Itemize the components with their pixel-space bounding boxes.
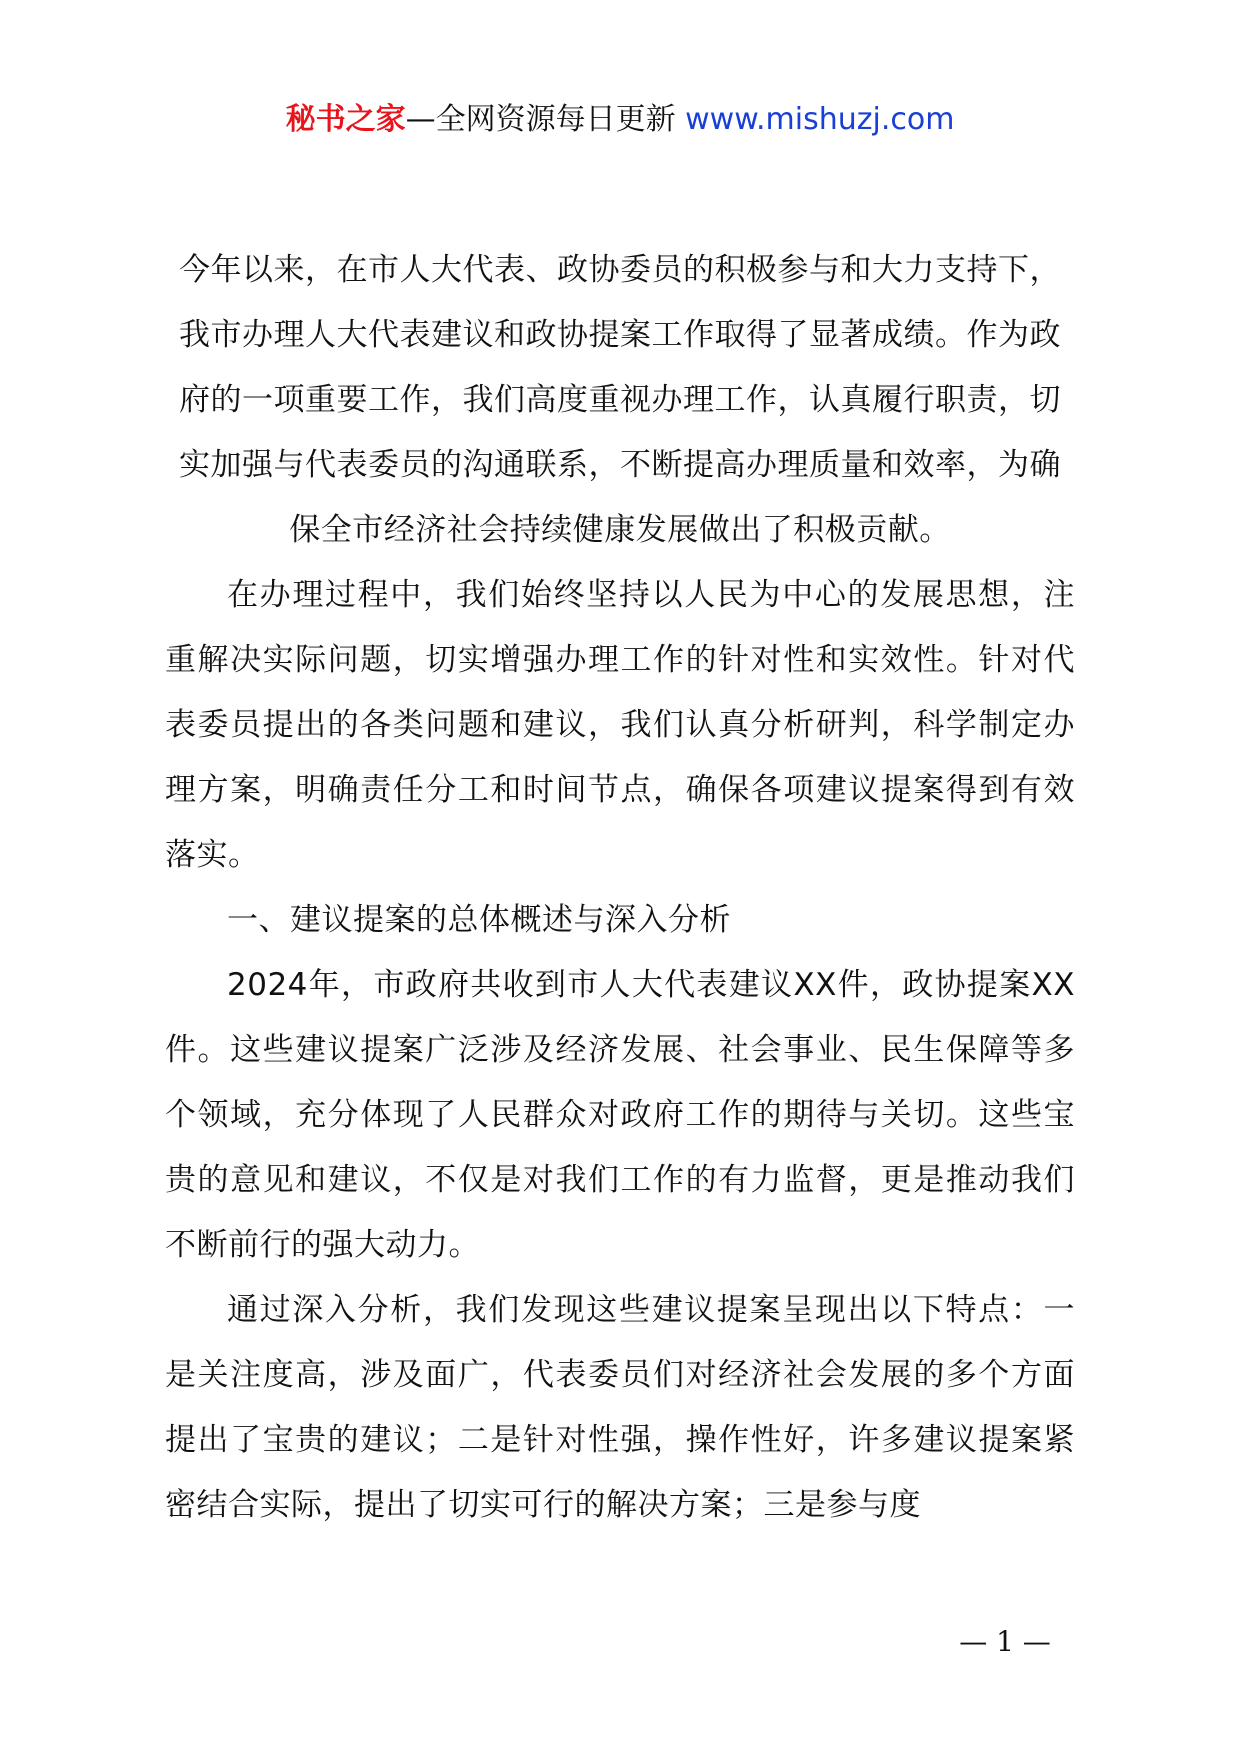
paragraph-intro: 今年以来，在市人大代表、政协委员的积极参与和大力支持下，我市办理人大代表建议和政协提案工作取得了显著成绩。作为政府的一项重要工作，我们高度重视办理工作，认真履行职责，切实加强与代表委员的沟通联系，不断提高办理质量和效率，为确保全市经济社会持续健康发展做出了积极贡献。 xyxy=(179,252,1061,548)
section-heading: 一、建议提案的总体概述与深入分析 xyxy=(227,902,731,938)
site-url-link[interactable]: www.mishuzj.com xyxy=(685,102,955,137)
paragraph-overview: 2024年，市政府共收到市人大代表建议XX件，政协提案XX件。这些建议提案广泛涉及经济发展、社会事业、民生保障等多个领域，充分体现了人民群众对政府工作的期待与关切。这些宝贵的意见和建议，不仅是对我们工作的有力监督，更是推动我们不断前行的强大动力。 xyxy=(165,967,1075,1263)
site-brand: 秘书之家 xyxy=(285,102,406,137)
paragraph-process: 在办理过程中，我们始终坚持以人民为中心的发展思想，注重解决实际问题，切实增强办理工作的针对性和实效性。针对代表委员提出的各类问题和建议，我们认真分析研判，科学制定办理方案，明确责任分工和时间节点，确保各项建议提案得到有效落实。 xyxy=(165,577,1075,873)
page-number: — 1 — xyxy=(959,1625,1051,1658)
document-body xyxy=(165,238,1075,1538)
site-slogan: —全网资源每日更新 xyxy=(405,102,686,137)
site-banner xyxy=(0,100,1240,140)
paragraph-analysis: 通过深入分析，我们发现这些建议提案呈现出以下特点：一是关注度高，涉及面广，代表委员们对经济社会发展的多个方面提出了宝贵的建议；二是针对性强，操作性好，许多建议提案紧密结合实际，提出了切实可行的解决方案；三是参与度 xyxy=(165,1292,1075,1523)
